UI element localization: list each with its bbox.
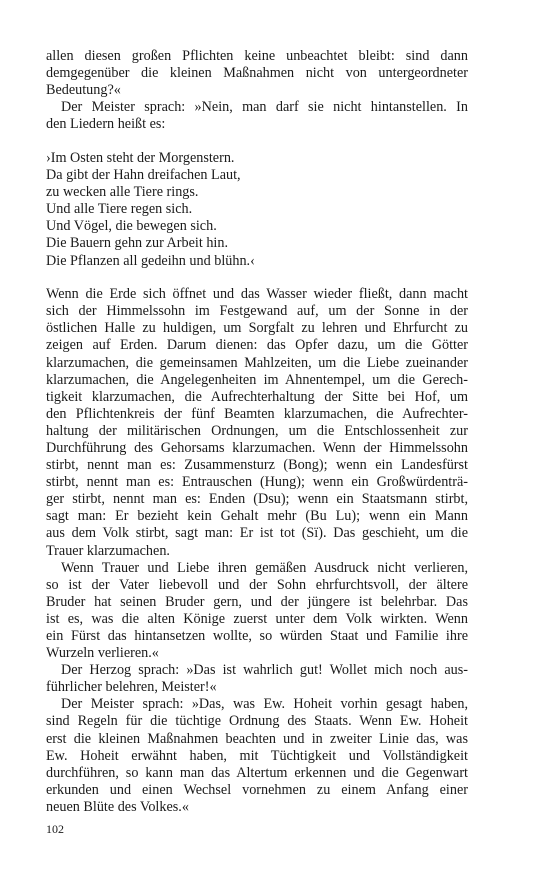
text-line: erkunden und einen Wechsel vornehmen zu einem Anfang einer [46, 781, 468, 798]
paragraph-4 [46, 560, 468, 663]
paragraph-1 [46, 48, 468, 99]
poem-line: zu wecken alle Tiere rings. [46, 184, 199, 201]
text-line: Der Herzog sprach: »Das ist wahrlich gut! Wollet mich noch aus- [61, 662, 468, 679]
poem-line: Und alle Tiere regen sich. [46, 201, 193, 218]
text-line: allen diesen großen Pflichten keine unbeachtet bleibt: sind dann [46, 48, 468, 64]
text-line: führlicher belehren, Meister!« [46, 679, 217, 696]
paragraph-2 [46, 99, 468, 133]
text-line: ist es, was die alten Könige zuerst unter dem Volk wirkten. Wenn [46, 610, 468, 627]
text-line: sagt man: Er bezieht kein Gehalt mehr (Bu Lu); wenn ein Mann [46, 508, 468, 525]
page-body [46, 48, 468, 816]
poem-line: ›Im Osten steht der Morgenstern. [46, 149, 235, 166]
text-line: neuen Blüte des Volkes.« [46, 798, 189, 815]
text-line: ger stirbt, nennt man es: Enden (Dsu); wenn ein Staatsmann stirbt, [46, 491, 468, 508]
text-line: demgegenüber die kleinen Maßnahmen nicht von untergeordneter [46, 65, 468, 82]
text-line: sich der Himmelssohn im Festgewand auf, um der Sonne in der [46, 303, 468, 320]
stanza-spacer [46, 133, 468, 150]
text-line: Der Meister sprach: »Nein, man darf sie nicht hintanstellen. In [61, 99, 468, 116]
paragraph-6 [46, 696, 468, 816]
paragraph-5 [46, 662, 468, 696]
page-number: 102 [46, 822, 64, 836]
text-line: haltung der militärischen Ordnungen, um die Entschlossenheit zur [46, 422, 468, 439]
text-line: Durchführung des Gehorsams klarzumachen. Wenn der Himmelssohn [46, 439, 468, 456]
poem-line: Da gibt der Hahn dreifachen Laut, [46, 167, 241, 184]
text-line: aus dem Volk stirbt, sagt man: Er ist tot (Sï). Das geschieht, um die [46, 525, 468, 542]
text-line: Der Meister sprach: »Das, was Ew. Hoheit vorhin gesagt haben, [61, 696, 468, 713]
text-line: erst die kleinen Maßnahmen beachten und in zweiter Linie das, was [46, 730, 468, 747]
text-line: Wenn die Erde sich öffnet und das Wasser wieder fließt, dann macht [46, 286, 468, 303]
poem-quotation [46, 150, 468, 270]
poem-line: Und Vögel, die bewegen sich. [46, 218, 217, 235]
text-line: Bruder hat seinen Bruder gern, und der jüngere ist belehrbar. Das [46, 593, 468, 610]
text-line: tigkeit klarzumachen, die Aufrechterhaltung der Sitte bei Hof, um [46, 388, 468, 405]
text-line: ein Fürst das hintansetzen wollte, so würden Staat und Familie ihre [46, 628, 468, 644]
text-line: Ew. Hoheit erwähnt haben, mit Tüchtigkeit und Vollständigkeit [46, 747, 468, 764]
text-line: Trauer klarzumachen. [46, 542, 170, 559]
text-line: den Pflichtenkreis der fünf Beamten klarzumachen, die Aufrechter- [46, 405, 468, 422]
text-line: klarzumachen, die Angelegenheiten im Ahnentempel, um die Gerech- [46, 371, 468, 388]
text-line: den Liedern heißt es: [46, 116, 166, 133]
text-line: klarzumachen, die gemeinsamen Mahlzeiten, um die Liebe zueinander [46, 354, 468, 371]
stanza-spacer [46, 270, 468, 287]
text-line: Bedeutung?« [46, 82, 121, 99]
poem-line: Die Pflanzen all gedeihn und blühn.‹ [46, 252, 255, 269]
text-line: zeigen auf Erden. Darum dienen: das Opfer dazu, um die Götter [46, 337, 468, 354]
text-line: Wurzeln verlieren.« [46, 645, 159, 662]
poem-line: Die Bauern gehn zur Arbeit hin. [46, 235, 229, 252]
text-line: stirbt, nennt man es: Entrauschen (Hung); wenn ein Großwürdenträ- [46, 474, 468, 491]
text-line: durchführen, so kann man das Altertum erkennen und die Gegenwart [46, 764, 468, 781]
text-line: stirbt, nennt man es: Zusammensturz (Bong); wenn ein Landesfürst [46, 457, 468, 474]
text-line: sind Regeln für die tüchtige Ordnung des Staats. Wenn Ew. Hoheit [46, 713, 468, 730]
text-line: östlichen Halle zu huldigen, um Sorgfalt zu lehren und Ehrfurcht zu [46, 320, 468, 337]
text-line: Wenn Trauer und Liebe ihren gemäßen Ausdruck nicht verlieren, [61, 559, 468, 576]
text-line: so ist der Vater liebevoll und der Sohn ehrfurchtsvoll, der ältere [46, 576, 468, 593]
paragraph-3 [46, 286, 468, 560]
